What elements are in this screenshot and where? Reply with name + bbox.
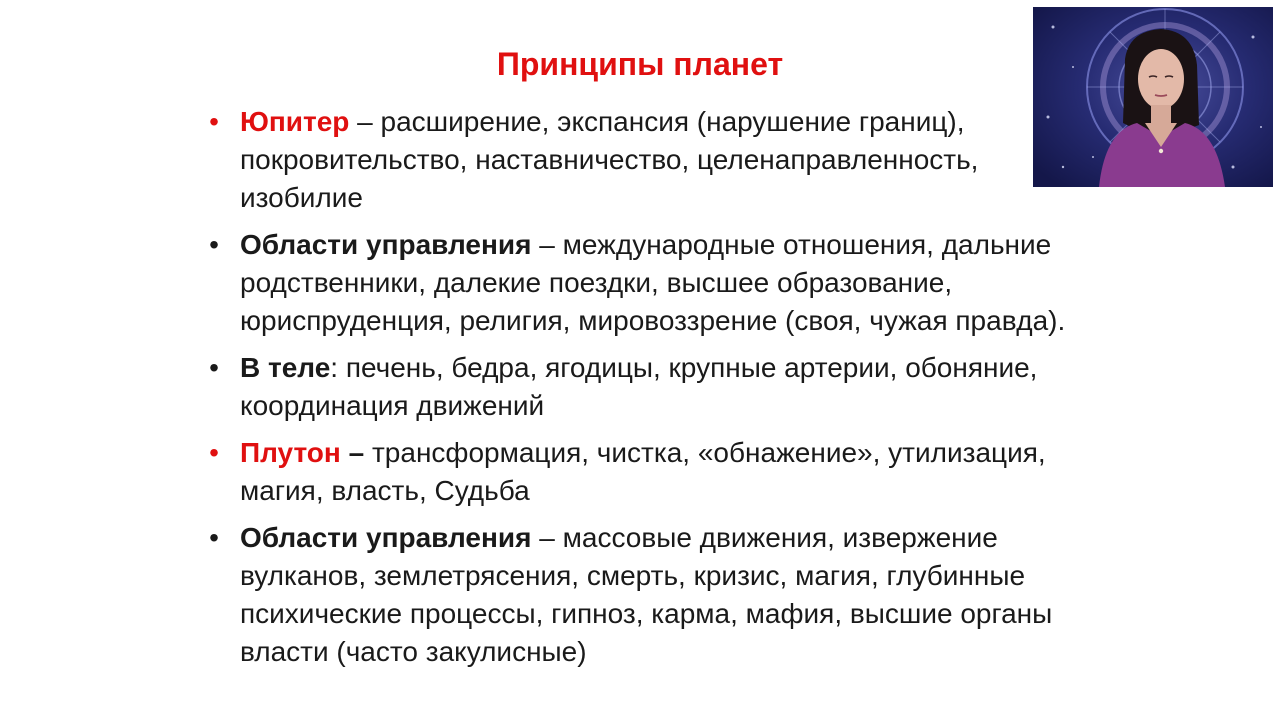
- bullet-marker: •: [209, 437, 219, 468]
- bullet-separator: –: [340, 437, 372, 468]
- bullet-term: Юпитер: [240, 106, 350, 137]
- bullet-text: расширение, экспансия (нарушение границ), покровительство, наставничество, целенаправленность, изобилие: [240, 106, 979, 213]
- presenter-webcam: [1033, 7, 1273, 187]
- bullet-separator: –: [531, 522, 563, 553]
- bullet-marker: •: [209, 522, 219, 553]
- bullet-item-pluto: [196, 434, 1096, 510]
- bullet-term: Области управления: [240, 522, 532, 553]
- bullet-item-pluto-domains: [196, 519, 1096, 671]
- bullet-list: [196, 103, 1096, 680]
- bullet-term: Плутон: [240, 437, 341, 468]
- presenter-video-icon: [1033, 7, 1273, 187]
- bullet-marker: •: [209, 106, 219, 137]
- bullet-item-jupiter: [196, 103, 1096, 217]
- bullet-item-jupiter-domains: [196, 226, 1096, 340]
- bullet-marker: •: [209, 229, 219, 260]
- bullet-text: массовые движения, извержение вулканов, землетрясения, смерть, кризис, магия, глубинные психические процессы, гипноз, карма, мафия, высшие органы власти (часто закулисные): [240, 522, 1053, 667]
- bullet-separator: :: [330, 352, 346, 383]
- bullet-text: печень, бедра, ягодицы, крупные артерии, обоняние, координация движений: [240, 352, 1038, 421]
- bullet-separator: –: [531, 229, 563, 260]
- bullet-term: В теле: [240, 352, 331, 383]
- bullet-marker: •: [209, 352, 219, 383]
- bullet-text: международные отношения, дальние родственники, далекие поездки, высшее образование, юриспруденция, религия, мировоззрение (своя, чужая правда).: [240, 229, 1066, 336]
- bullet-term: Области управления: [240, 229, 532, 260]
- bullet-separator: –: [349, 106, 381, 137]
- slide-title: Принципы планет: [496, 46, 784, 82]
- bullet-text: трансформация, чистка, «обнажение», утилизация, магия, власть, Судьба: [240, 437, 1046, 506]
- bullet-item-body: [196, 349, 1096, 425]
